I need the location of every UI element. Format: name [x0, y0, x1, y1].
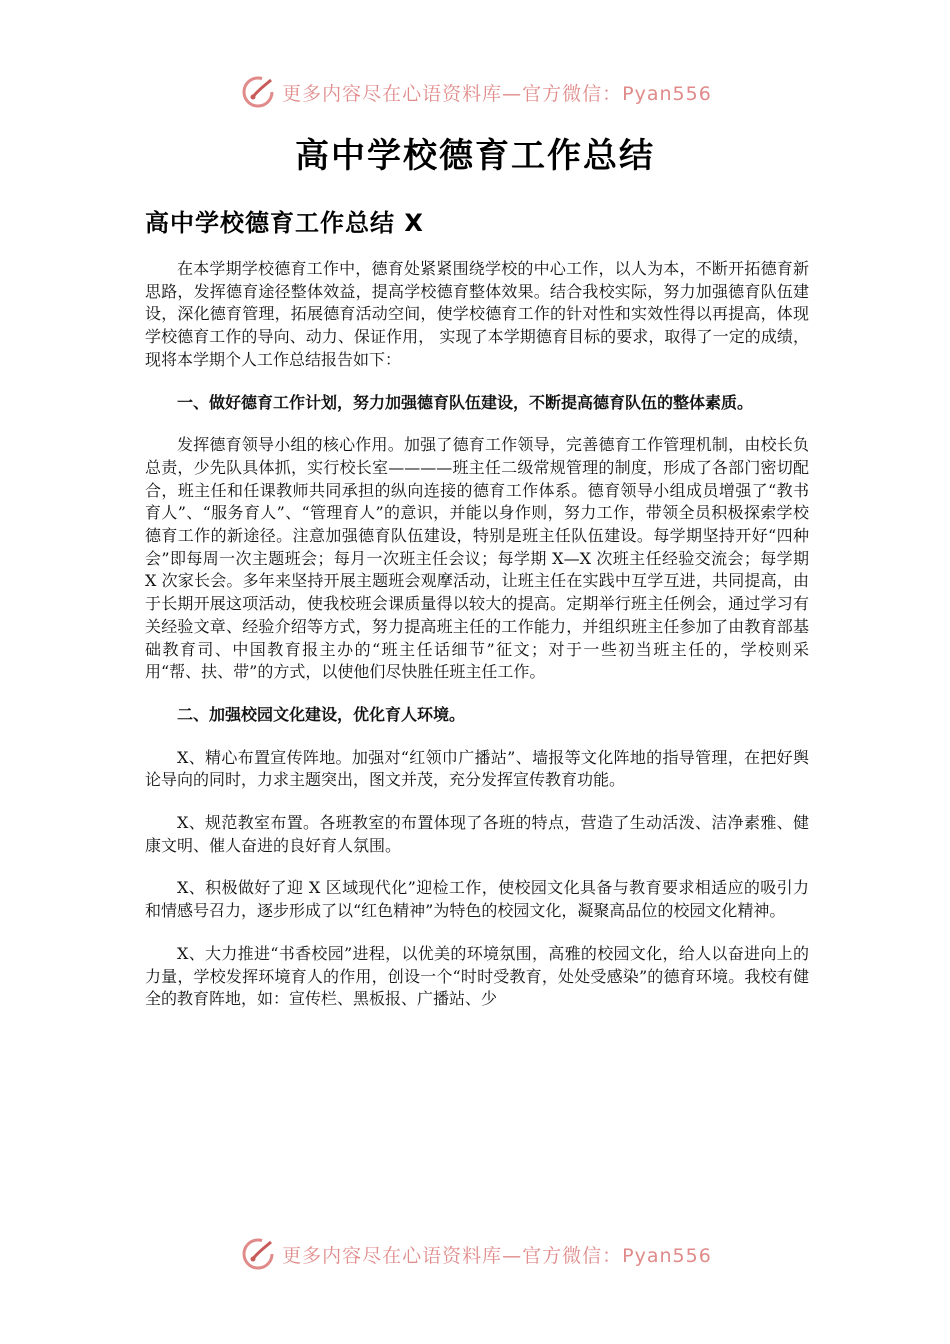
watermark-text: 更多内容尽在心语资料库—官方微信：Pyan556 — [282, 1244, 712, 1267]
watermark-text: 更多内容尽在心语资料库—官方微信：Pyan556 — [282, 82, 712, 105]
document-title: 高中学校德育工作总结 — [295, 136, 655, 176]
section-heading-1: 一、做好德育工作计划，努力加强德育队伍建设，不断提高德育队伍的整体素质。 — [177, 392, 754, 412]
paragraph-classroom: X、规范教室布置。各班教室的布置体现了各班的特点，营造了生动活泼、洁净素雅、健康文明、催人奋进的良好育人氛围。 — [145, 813, 809, 855]
paragraph-publicity: X、精心布置宣传阵地。加强对“红领巾广播站”、墙报等文化阵地的指导管理，在把好舆论导向的同时，力求主题突出，图文并茂，充分发挥宣传教育功能。 — [145, 747, 809, 790]
document-subtitle: 高中学校德育工作总结 X — [145, 209, 424, 237]
paragraph-reading-campus: X、大力推进“书香校园”进程，以优美的环境氛围，高雅的校园文化，给人以奋进向上的力量，学校发挥环境育人的作用，创设一个“时时受教育，处处受感染”的德育环境。我校有健全的教育阵地，如：宣传栏、黑板报、广播站、少 — [145, 943, 809, 1009]
brush-circle-icon — [238, 72, 278, 112]
document-body — [145, 258, 809, 1031]
paragraph-intro: 在本学期学校德育工作中，德育处紧紧围绕学校的中心工作，以人为本，不断开拓德育新思路，发挥德育途径整体效益，提高学校德育整体效果。结合我校实际，努力加强德育队伍建设，深化德育管理，拓展德育活动空间，使学校德育工作的针对性和实效性得以再提高，体现学校德育工作的导向、动力、保证作用， 实现了本学期德育目标的要求，取得了一定的成绩，现将本学期个人工作总结报告如下： — [145, 259, 809, 369]
section-heading-2: 二、加强校园文化建设，优化育人环境。 — [177, 704, 466, 724]
footer-watermark — [0, 1234, 950, 1274]
brush-circle-icon — [238, 1234, 278, 1274]
paragraph-team-building: 发挥德育领导小组的核心作用。加强了德育工作领导，完善德育工作管理机制，由校长负总责，少先队具体抓，实行校长室————班主任二级常规管理的制度，形成了各部门密切配合，班主任和任课教师共同承担的纵向连接的德育工作体系。德育领导小组成员增强了“教书育人”、“服务育人”、“管理育人”的意识，并能以身作则，努力工作，带领全员积极探索学校德育工作的新途径。注意加强德育队伍建设，特别是班主任队伍建设。每学期坚持开好“四种会”即每周一次主题班会；每月一次班主任会议；每学期 X—X 次班主任经验交流会；每学期 X 次家长会。多年来坚持开展主题班会观摩活动，让班主任在实践中互学互进，共同提高，由于长期开展这项活动，使我校班会课质量得以较大的提高。定期举行班主任例会，通过学习有关经验文章、经验介绍等方式，努力提高班主任的工作能力，并组织班主任参加了由教育部基础教育司、中国教育报主办的“班主任话细节”征文；对于一些初当班主任的，学校则采用“帮、扶、带”的方式，以使他们尽快胜任班主任工作。 — [145, 435, 809, 682]
header-watermark — [0, 72, 950, 112]
paragraph-inspection: X、积极做好了迎 X 区域现代化”迎检工作，使校园文化具备与教育要求相适应的吸引力和情感号召力，逐步形成了以“红色精神”为特色的校园文化，凝聚高品位的校园文化精神。 — [145, 878, 809, 921]
